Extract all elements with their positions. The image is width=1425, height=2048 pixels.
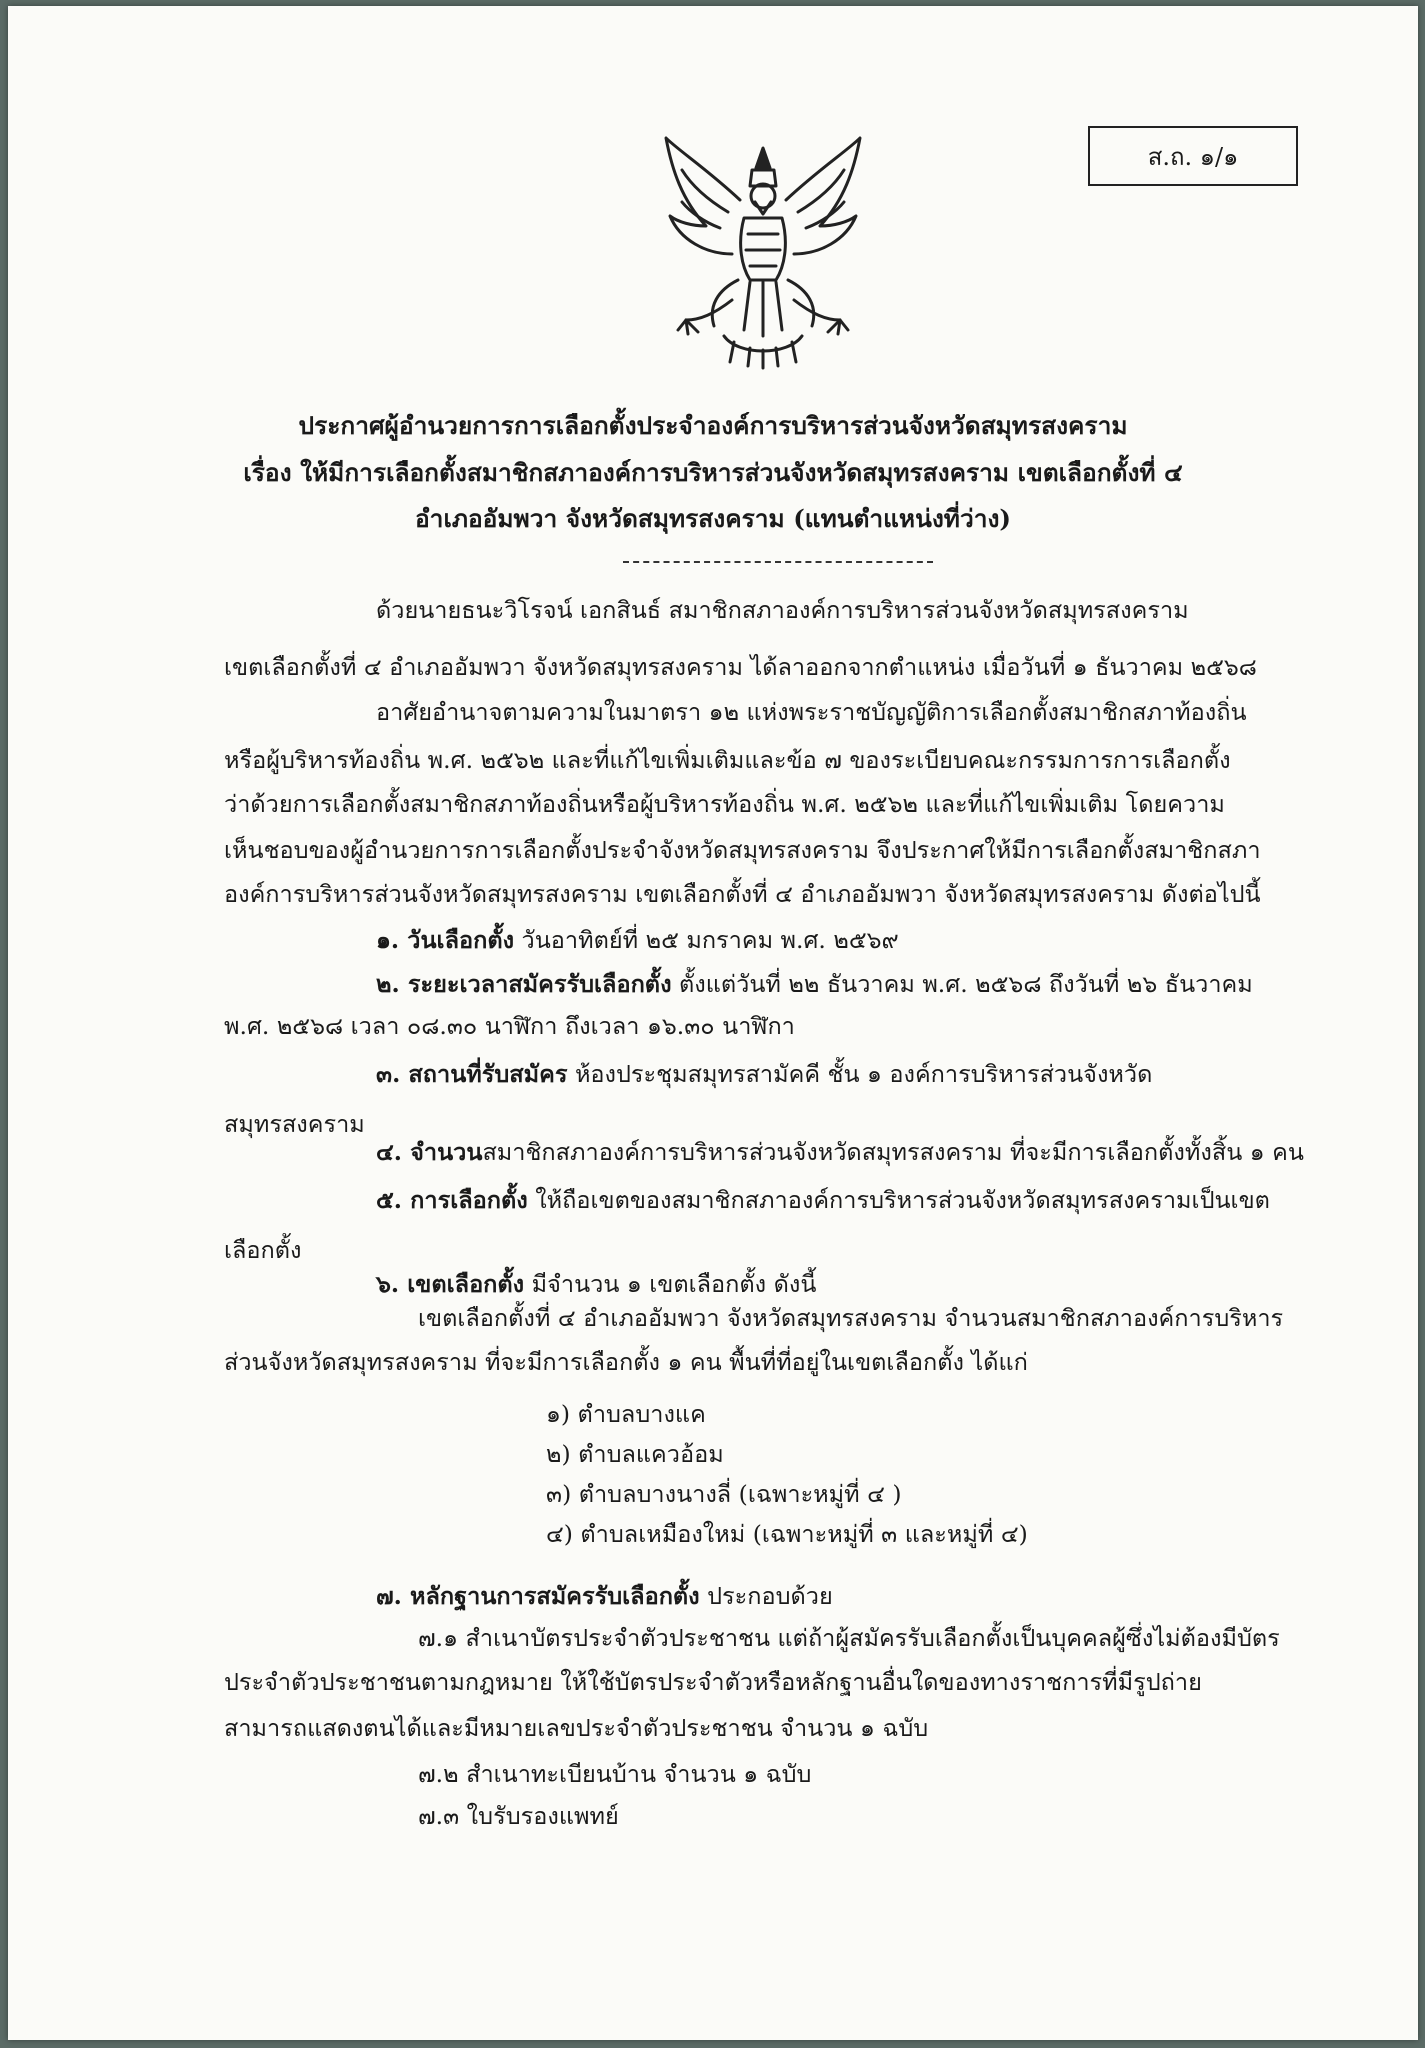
item-4-text: สมาชิกสภาองค์การบริหารส่วนจังหวัดสมุทรสงคราม ที่จะมีการเลือกตั้งทั้งสิ้น ๑ คน	[482, 1138, 1304, 1166]
item-3-heading: ๓. สถานที่รับสมัคร	[376, 1060, 568, 1088]
item-7-text: ประกอบด้วย	[699, 1582, 833, 1610]
item-5-heading: ๕. การเลือกตั้ง	[376, 1186, 528, 1214]
intro-line-2: เขตเลือกตั้งที่ ๔ อำเภออัมพวา จังหวัดสมุทรสงคราม ได้ลาออกจากตำแหน่ง เมื่อวันที่ ๑ ธันวาคม ๒๕๖๘	[224, 653, 1257, 681]
item-7-3: ๗.๓ ใบรับรองแพทย์	[418, 1802, 619, 1830]
title-line-2: เรื่อง ให้มีการเลือกตั้งสมาชิกสภาองค์การบริหารส่วนจังหวัดสมุทรสงคราม เขตเลือกตั้งที่ ๔	[243, 458, 1183, 487]
item-6	[376, 1268, 816, 1300]
authority-line-2: หรือผู้บริหารท้องถิ่น พ.ศ. ๒๕๖๒ และที่แก้ไขเพิ่มเติมและข้อ ๗ ของระเบียบคณะกรรมการการเลือกตั้ง	[224, 746, 1231, 774]
item-6-detail-2: ส่วนจังหวัดสมุทรสงคราม ที่จะมีการเลือกตั้ง ๑ คน พื้นที่ที่อยู่ในเขตเลือกตั้ง ได้แก่	[224, 1348, 1028, 1376]
item-6-detail-1: เขตเลือกตั้งที่ ๔ อำเภออัมพวา จังหวัดสมุทรสงคราม จำนวนสมาชิกสภาองค์การบริหาร	[418, 1304, 1284, 1332]
item-2-continuation: พ.ศ. ๒๕๖๘ เวลา ๐๘.๓๐ นาฬิกา ถึงเวลา ๑๖.๓๐ นาฬิกา	[224, 1012, 795, 1040]
item-7	[376, 1580, 833, 1612]
form-code: ส.ถ. ๑/๑	[1147, 142, 1239, 171]
item-5-continuation: เลือกตั้ง	[224, 1236, 302, 1264]
authority-line-3: ว่าด้วยการเลือกตั้งสมาชิกสภาท้องถิ่นหรือผู้บริหารท้องถิ่น พ.ศ. ๒๕๖๒ และที่แก้ไขเพิ่มเติม โดยความ	[224, 790, 1225, 818]
document-page	[8, 6, 1418, 2040]
title-line-1: ประกาศผู้อำนวยการการเลือกตั้งประจำองค์การบริหารส่วนจังหวัดสมุทรสงคราม	[298, 411, 1128, 440]
item-1	[376, 924, 899, 956]
garuda-emblem-icon	[658, 130, 868, 370]
item-6-text: มีจำนวน ๑ เขตเลือกตั้ง ดังนี้	[524, 1270, 817, 1298]
item-7-1-line-3: สามารถแสดงตนได้และมีหมายเลขประจำตัวประชาชน จำนวน ๑ ฉบับ	[224, 1714, 929, 1742]
item-3	[376, 1058, 1152, 1090]
item-1-heading: ๑. วันเลือกตั้ง	[376, 926, 515, 954]
item-7-1-line-1: ๗.๑ สำเนาบัตรประจำตัวประชาชน แต่ถ้าผู้สมัครรับเลือกตั้งเป็นบุคคลผู้ซึ่งไม่ต้องมีบัตร	[418, 1624, 1280, 1652]
item-2-text: ตั้งแต่วันที่ ๒๒ ธันวาคม พ.ศ. ๒๕๖๘ ถึงวันที่ ๒๖ ธันวาคม	[671, 970, 1253, 998]
item-2	[376, 968, 1253, 1000]
form-code-box	[1088, 126, 1298, 186]
subdistrict-1: ๑) ตำบลบางแค	[546, 1400, 706, 1428]
item-7-2: ๗.๒ สำเนาทะเบียนบ้าน จำนวน ๑ ฉบับ	[418, 1760, 812, 1788]
item-4-heading: ๔. จำนวน	[376, 1138, 483, 1166]
authority-line-4: เห็นชอบของผู้อำนวยการการเลือกตั้งประจำจังหวัดสมุทรสงคราม จึงประกาศให้มีการเลือกตั้งสมาชิกสภา	[224, 836, 1261, 864]
item-4	[376, 1136, 1304, 1168]
authority-line-5: องค์การบริหารส่วนจังหวัดสมุทรสงคราม เขตเลือกตั้งที่ ๔ อำเภออัมพวา จังหวัดสมุทรสงคราม ดังต่อไปนี้	[224, 880, 1261, 908]
item-7-1-line-2: ประจำตัวประชาชนตามกฎหมาย ให้ใช้บัตรประจำตัวหรือหลักฐานอื่นใดของทางราชการที่มีรูปถ่าย	[224, 1668, 1202, 1696]
item-2-heading: ๒. ระยะเวลาสมัครรับเลือกตั้ง	[376, 970, 672, 998]
subdistrict-3: ๓) ตำบลบางนางลี่ (เฉพาะหมู่ที่ ๔ )	[546, 1480, 902, 1508]
item-6-heading: ๖. เขตเลือกตั้ง	[376, 1270, 525, 1298]
item-1-text: วันอาทิตย์ที่ ๒๕ มกราคม พ.ศ. ๒๕๖๙	[514, 926, 899, 954]
authority-line-1: อาศัยอำนาจตามความในมาตรา ๑๒ แห่งพระราชบัญญัติการเลือกตั้งสมาชิกสภาท้องถิ่น	[376, 698, 1247, 726]
item-5	[376, 1184, 1270, 1216]
subdistrict-4: ๔) ตำบลเหมืองใหม่ (เฉพาะหมู่ที่ ๓ และหมู่ที่ ๔)	[546, 1520, 1028, 1548]
title-line-3: อำเภออัมพวา จังหวัดสมุทรสงคราม (แทนตำแหน่งที่ว่าง)	[414, 504, 1012, 533]
item-3-text: ห้องประชุมสมุทรสามัคคี ชั้น ๑ องค์การบริหารส่วนจังหวัด	[567, 1060, 1153, 1088]
title-divider	[623, 561, 933, 563]
intro-line-1: ด้วยนายธนะวิโรจน์ เอกสินธ์ สมาชิกสภาองค์การบริหารส่วนจังหวัดสมุทรสงคราม	[376, 596, 1189, 624]
subdistrict-2: ๒) ตำบลแควอ้อม	[546, 1440, 724, 1468]
item-5-text: ให้ถือเขตของสมาชิกสภาองค์การบริหารส่วนจังหวัดสมุทรสงครามเป็นเขต	[527, 1186, 1270, 1214]
item-7-heading: ๗. หลักฐานการสมัครรับเลือกตั้ง	[376, 1582, 700, 1610]
item-3-continuation: สมุทรสงคราม	[224, 1110, 365, 1138]
